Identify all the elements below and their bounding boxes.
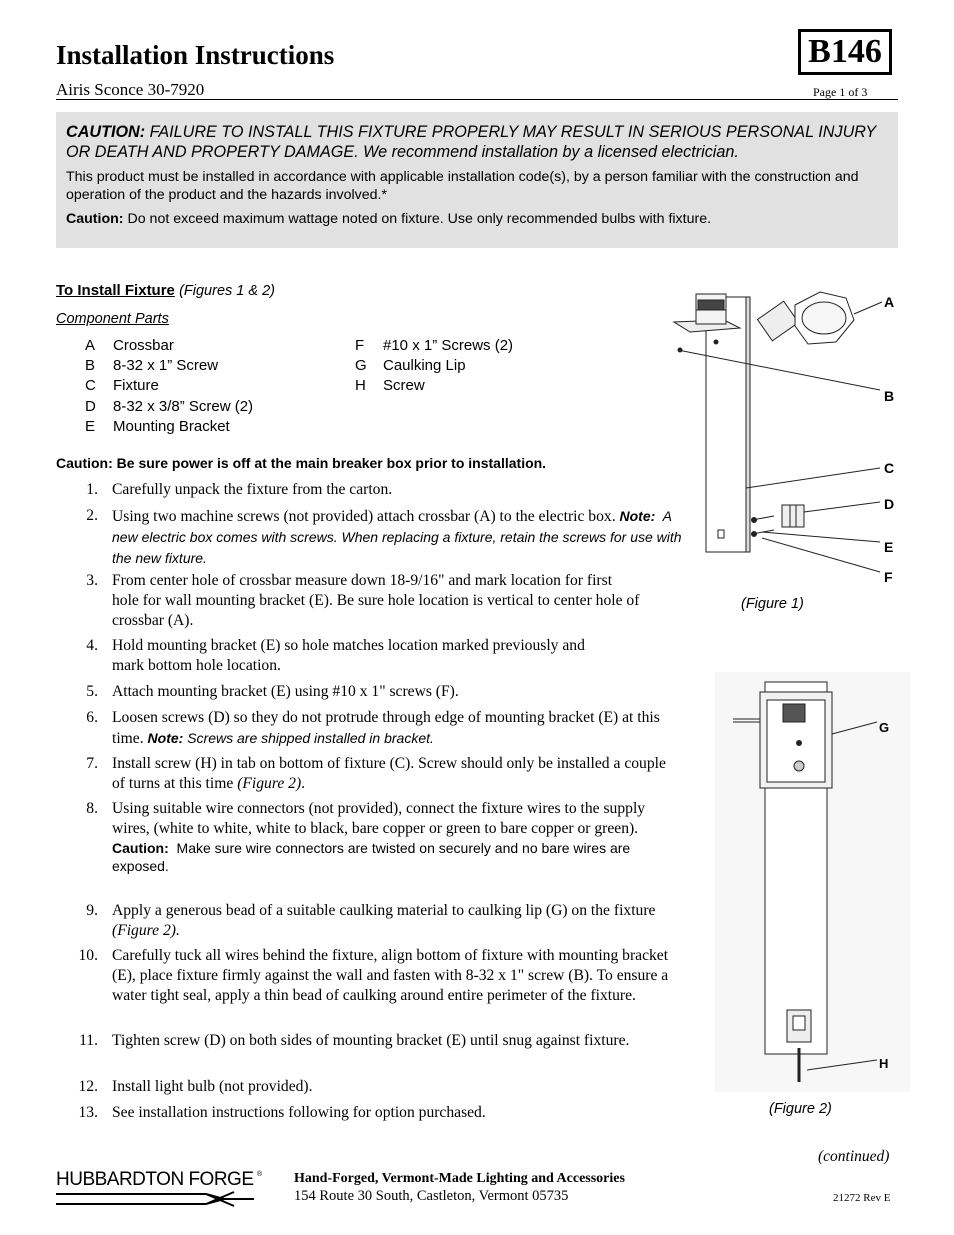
note-lead: Note:: [147, 730, 184, 746]
step-text: From center hole of crossbar measure down 18-9/16" and mark location for first hole for wall mounting bracket (E). Be sure hole location is vertical to center hole of crossbar (A).: [112, 572, 640, 629]
caution-text: Make sure wire connectors are twisted on securely and no bare wires are exposed.: [112, 840, 631, 874]
page-title: Installation Instructions: [56, 40, 335, 70]
component-parts-heading: Component Parts: [56, 311, 169, 327]
document-number: B146: [798, 29, 892, 75]
step-text: [112, 799, 682, 875]
step-text: See installation instructions following for option purchased.: [112, 1104, 486, 1121]
figure-1-label-c: C: [884, 460, 895, 476]
caution-wattage-lead: Caution:: [66, 211, 124, 227]
caution-code-text: This product must be installed in accordance with applicable installation code(s), by a person familiar with the construction and operation of the product and the hazards involved.*: [66, 169, 859, 203]
step-text: Attach mounting bracket (E) using #10 x 1" screws (F).: [112, 683, 459, 700]
step-number: 2.: [86, 507, 98, 524]
figure-1-label-d: D: [884, 496, 895, 512]
step-text: Carefully unpack the fixture from the carton.: [112, 481, 393, 498]
section-figure-ref: (Figures 1 & 2): [179, 283, 275, 299]
figure-1-label-e: E: [884, 539, 894, 555]
step-number: 1.: [86, 481, 98, 498]
figure-ref: (Figure 2).: [112, 922, 180, 939]
part-letter: F: [355, 337, 365, 354]
step-9-main: Apply a generous bead of a suitable caulking material to caulking lip (G) on the fixture: [112, 902, 656, 919]
header-divider: [56, 99, 898, 100]
part-name: Mounting Bracket: [113, 418, 230, 435]
caution-text: FAILURE TO INSTALL THIS FIXTURE PROPERLY MAY RESULT IN SERIOUS PERSONAL INJURY OR DEATH AND PROPERTY DAMAGE. We recommend installation by a licensed electrician.: [66, 123, 876, 161]
note-lead: Note:: [619, 508, 656, 524]
part-letter: G: [355, 357, 367, 374]
step-text: Hold mounting bracket (E) so hole matches location marked previously and mark bottom hole location.: [112, 637, 585, 674]
step-text: Install light bulb (not provided).: [112, 1078, 313, 1095]
step-8-main: Using suitable wire connectors (not provided), connect the fixture wires to the supply wires, (white to white, white to black, bare copper or green to bare copper or green).: [112, 800, 646, 837]
hubbardton-forge-logo: [56, 1168, 262, 1213]
page-number: Page 1 of 3: [813, 85, 868, 99]
continued-note: (continued): [818, 1148, 890, 1165]
part-letter: D: [85, 398, 96, 415]
step-text: Install screw (H) in tab on bottom of fixture (C). Screw should only be installed a couple of turns at this time (Figure 2).: [112, 755, 666, 792]
step-number: 6.: [86, 709, 98, 726]
part-letter: A: [85, 337, 96, 354]
step-text: [112, 708, 682, 749]
caution-lead: CAUTION:: [66, 123, 146, 141]
step-text: Carefully tuck all wires behind the fixture, align bottom of fixture with mounting bracket (E), place fixture firmly against the wall and fasten with 8-32 x 1" screw (B). To ensure a water tight seal, apply a thin bead of caulking around entire perimeter of the fixture.: [112, 947, 669, 1004]
figure-ref: (Figure 2): [237, 775, 302, 792]
step-6-note: [148, 730, 434, 746]
step-number: 10.: [78, 947, 98, 964]
step-7-main: Install screw (H) in tab on bottom of fixture (C). Screw should only be installed a couple of turns at this time: [112, 755, 666, 792]
figure-2-caption: (Figure 2): [769, 1101, 832, 1117]
section-title: To Install Fixture: [56, 282, 175, 299]
part-letter: H: [355, 377, 366, 394]
step-2-main: Using two machine screws (not provided) attach crossbar (A) to the electric box.: [112, 508, 616, 525]
figure-2-label-h: H: [879, 1056, 889, 1071]
figure-1-label-f: F: [884, 569, 893, 585]
step-number: 13.: [78, 1104, 98, 1121]
note-text: A new electric box comes with screws. When replacing a fixture, retain the screws for use with the new fixture.: [112, 508, 682, 566]
part-letter: E: [85, 418, 96, 435]
note-text: Screws are shipped installed in bracket.: [187, 730, 434, 746]
figure-1-label-b: B: [884, 388, 895, 404]
figure-1-caption: (Figure 1): [741, 596, 804, 612]
step-number: 5.: [86, 683, 98, 700]
figure-1-exploded-diagram: [670, 280, 910, 590]
brand-registered-mark: ®: [257, 1171, 262, 1178]
step-number: 9.: [86, 902, 98, 919]
brand-name: HUBBARDTON FORGE: [56, 1169, 254, 1190]
caution-box: [56, 112, 898, 248]
step-6-main: Loosen screws (D) so they do not protrude through edge of mounting bracket (E) at this time.: [112, 709, 660, 747]
part-name: Screw: [383, 377, 425, 394]
caution-wattage: [66, 210, 888, 228]
part-name: Crossbar: [113, 337, 174, 354]
caution-wattage-text: Do not exceed maximum wattage noted on fixture. Use only recommended bulbs with fixture.: [127, 211, 712, 227]
step-number: 12.: [78, 1078, 98, 1095]
part-letter: B: [85, 357, 96, 374]
step-number: 4.: [86, 637, 98, 654]
part-letter: C: [85, 377, 96, 394]
part-name: 8-32 x 3/8” Screw (2): [113, 398, 254, 415]
section-heading: [56, 282, 275, 299]
part-name: 8-32 x 1” Screw: [113, 357, 219, 374]
step-text: Tighten screw (D) on both sides of mounting bracket (E) until snug against fixture.: [112, 1032, 630, 1049]
product-subtitle: Airis Sconce 30-7920: [56, 80, 205, 99]
step-text: [112, 901, 682, 941]
revision-number: 21272 Rev E: [833, 1192, 891, 1204]
caution-main: [66, 122, 888, 162]
part-name: Fixture: [113, 377, 159, 394]
figure-1-label-a: A: [884, 294, 895, 310]
step-number: 7.: [86, 755, 98, 772]
figure-2-fixture-diagram: [715, 672, 910, 1092]
caution-lead: Caution:: [112, 840, 169, 856]
step-8-caution: [112, 839, 682, 875]
footer-address: 154 Route 30 South, Castleton, Vermont 05735: [294, 1188, 569, 1204]
part-name: #10 x 1” Screws (2): [383, 337, 514, 354]
step-number: 11.: [79, 1032, 98, 1049]
figure-2-label-g: G: [879, 720, 890, 735]
step-text: [112, 506, 682, 569]
power-off-caution: Caution: Be sure power is off at the main breaker box prior to installation.: [56, 455, 547, 471]
step-number: 8.: [86, 800, 98, 817]
footer-tagline: Hand-Forged, Vermont-Made Lighting and Accessories: [294, 1171, 625, 1186]
step-number: 3.: [86, 572, 98, 589]
part-name: Caulking Lip: [383, 357, 466, 374]
